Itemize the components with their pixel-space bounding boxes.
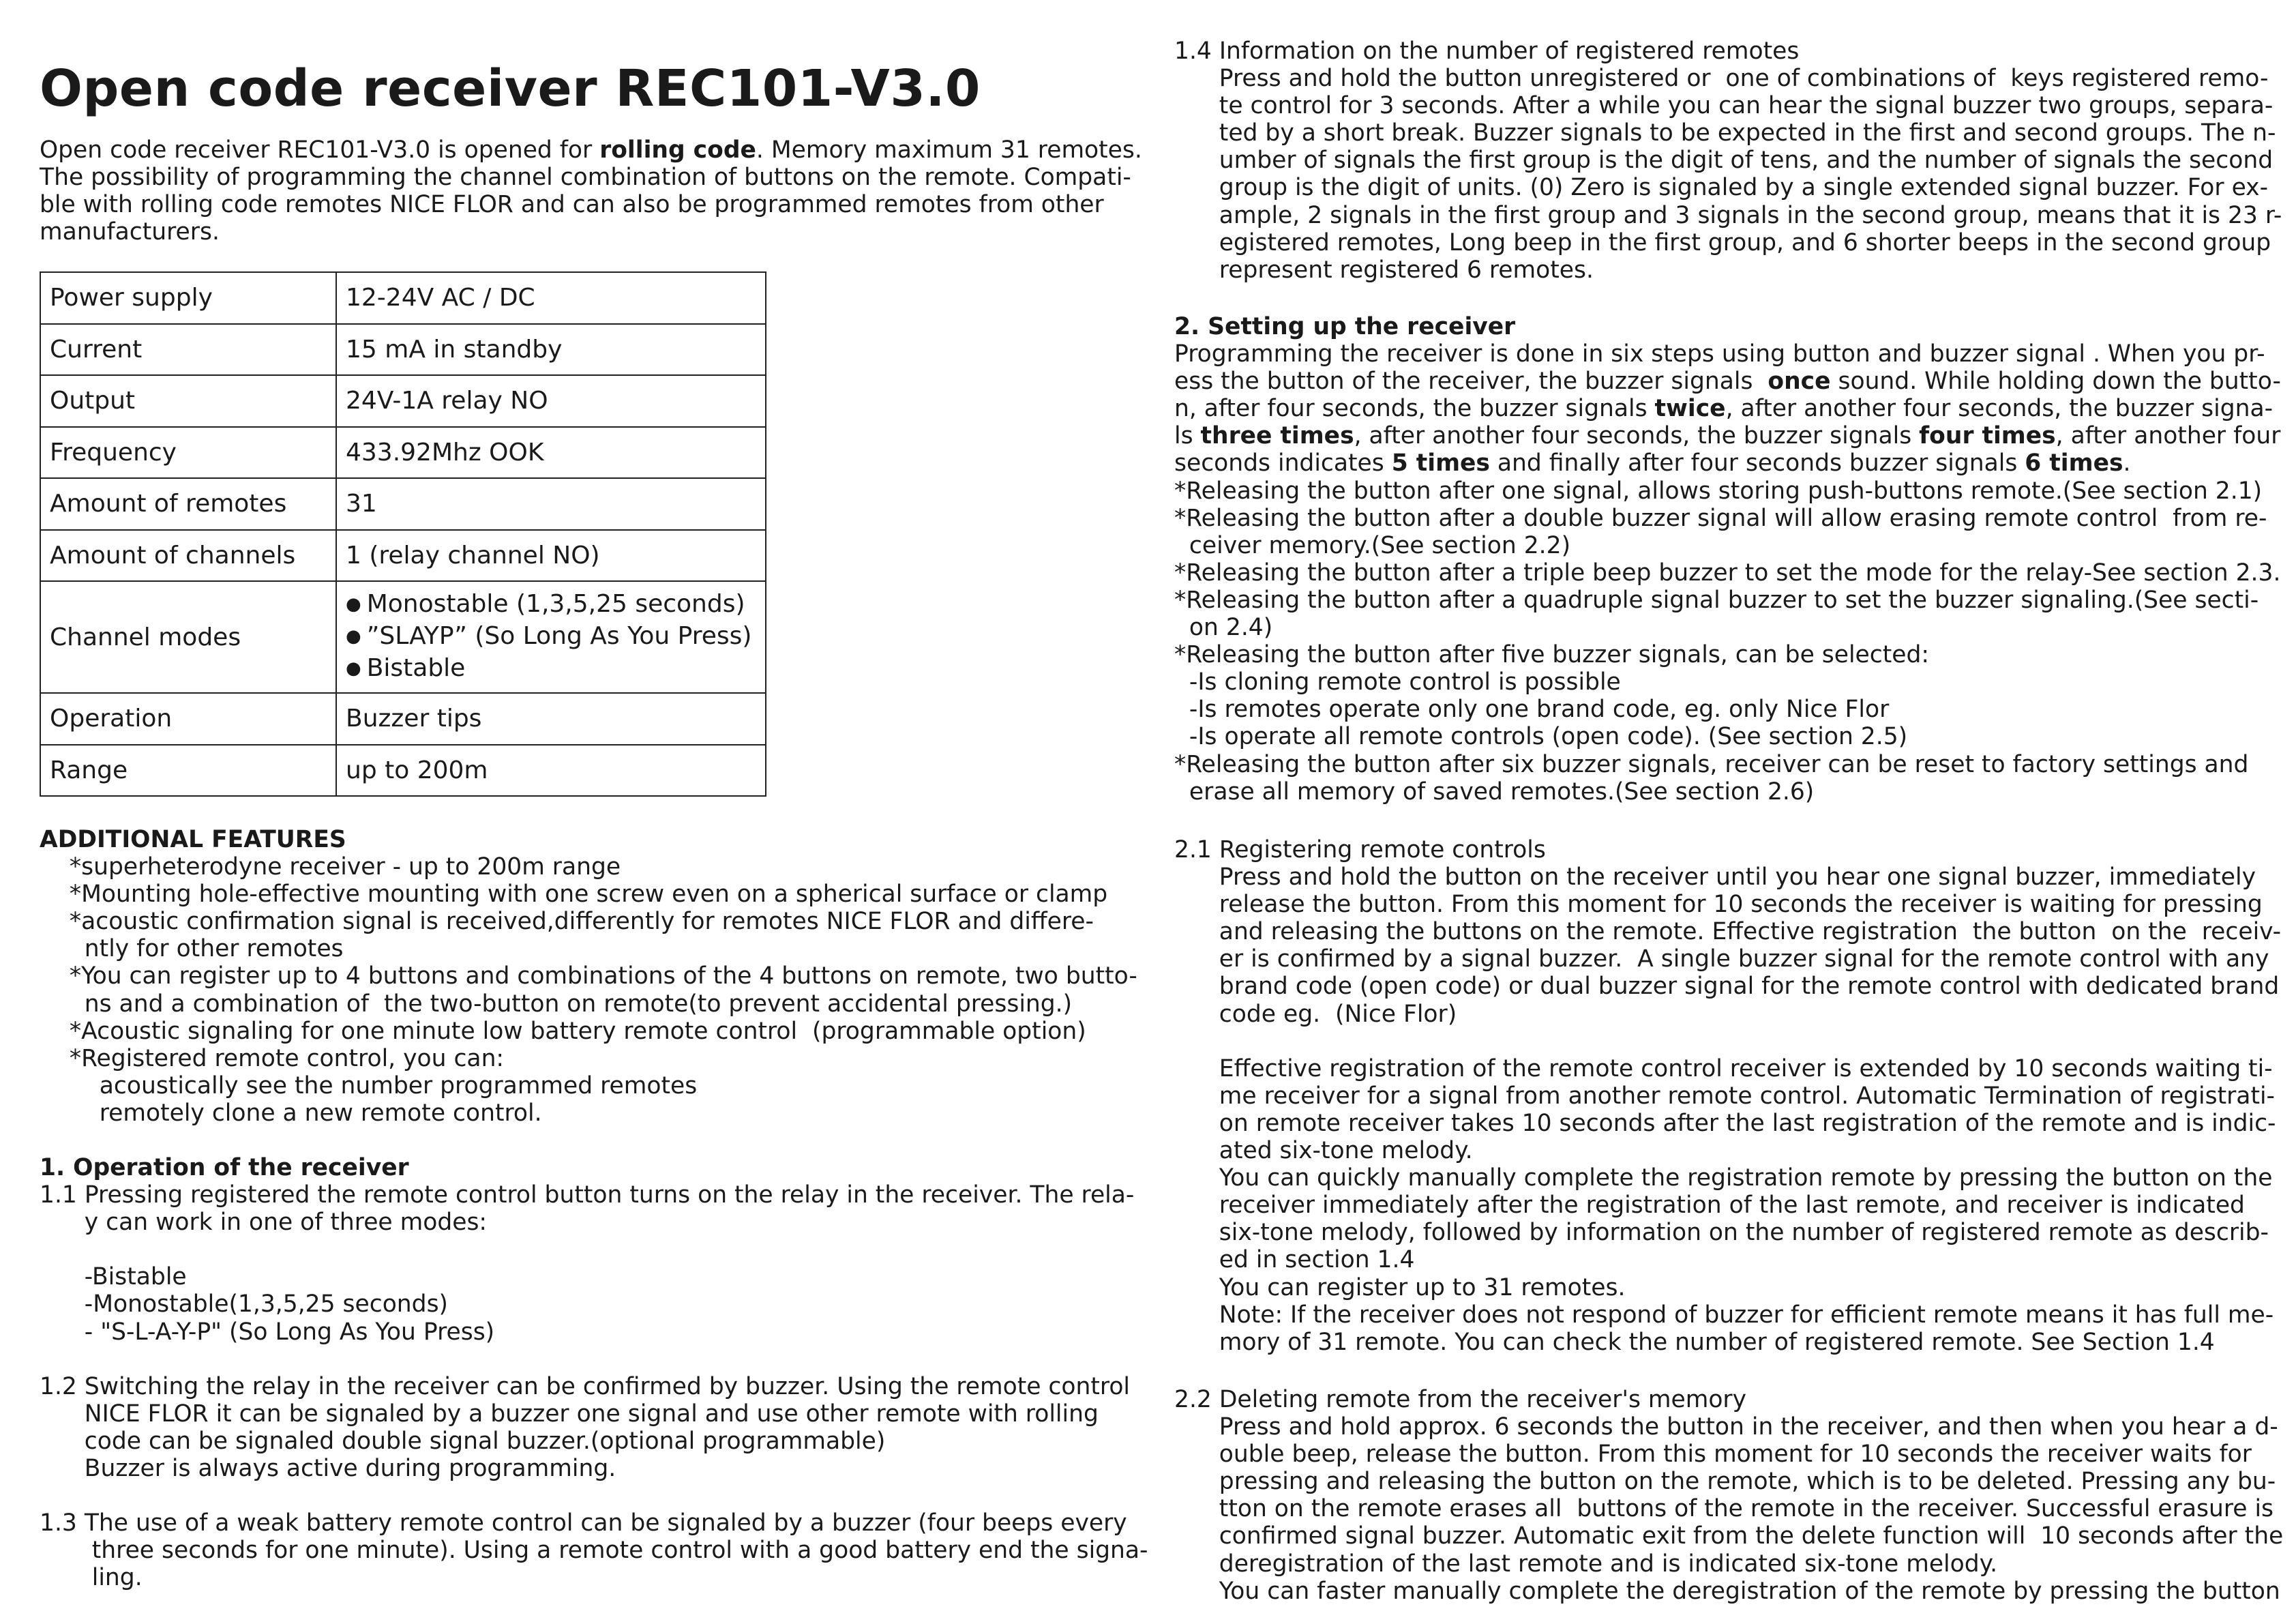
spec-value: 433.92Mhz OOK [336, 427, 766, 479]
text-line: code can be signaled double signal buzzer.(optional programmable) [40, 1427, 886, 1455]
section-2-line [1174, 395, 2281, 422]
text-line: ed in section 1.4 [1174, 1246, 1415, 1274]
spec-key: Amount of remotes [40, 478, 336, 530]
text-line: group is the digit of units. (0) Zero is signaled by a single extended signal buzzer. For ex- [1174, 174, 2269, 202]
bold-span: 5 times [1391, 449, 1490, 477]
intro-line: ble with rolling code remotes NICE FLOR and can also be programmed remotes from other [40, 191, 1104, 219]
intro-bold-text: rolling code [599, 136, 756, 164]
text-line: 1.1 Pressing registered the remote control button turns on the relay in the receiver. The rela- [40, 1181, 1135, 1209]
text-line: te control for 3 seconds. After a while you can hear the signal buzzer two groups, separa- [1174, 92, 2273, 120]
text-line: confirmed signal buzzer. Automatic exit from the delete function will 10 seconds after the [1174, 1522, 2284, 1550]
spec-value: 24V-1A relay NO [336, 375, 766, 427]
section-2-line: Programming the receiver is done in six steps using button and buzzer signal . When you pr- [1174, 340, 2265, 368]
additional-features-list [40, 853, 1137, 1127]
additional-features-heading: ADDITIONAL FEATURES [40, 826, 346, 853]
spec-key: Frequency [40, 427, 336, 479]
text-line: mory of 31 remote. You can check the number of registered remote. See Section 1.4 [1174, 1328, 2215, 1356]
text-line [40, 1236, 1148, 1263]
section-1-4 [1174, 38, 2282, 284]
text-line: Press and hold the button unregistered or one of combinations of keys registered remo- [1174, 65, 2269, 93]
text-line: Effective registration of the remote control receiver is extended by 10 seconds waiting ti- [1174, 1054, 2273, 1082]
spec-key: Operation [40, 693, 336, 745]
spec-row [40, 478, 766, 530]
specifications-table [40, 271, 766, 797]
intro-text: Open code receiver REC101-V3.0 is opened for [40, 136, 600, 164]
spec-row [40, 272, 766, 324]
text-line: *Releasing the button after five buzzer signals, can be selected: [1174, 641, 1930, 669]
section-2-1-body [1174, 863, 2281, 1356]
bold-span: twice [1654, 395, 1726, 423]
section-1-4-title: 1.4 Information on the number of registered remotes [1174, 38, 1800, 65]
section-2-line [1174, 368, 2281, 395]
spec-value: up to 200m [336, 745, 766, 797]
text-line: You can register up to 31 remotes. [1174, 1273, 1626, 1301]
section-1 [40, 1154, 1148, 1592]
spec-value: 12-24V AC / DC [336, 272, 766, 324]
text-line: -Monostable(1,3,5,25 seconds) [40, 1290, 448, 1318]
channel-mode-item: ● Monostable (1,3,5,25 seconds) [346, 589, 756, 621]
text-line: You can faster manually complete the deregistration of the remote by pressing the button [1174, 1577, 2280, 1605]
text-span: n, after four seconds, the buzzer signals [1174, 395, 1655, 423]
text-line: 1.2 Switching the relay in the receiver can be confirmed by buzzer. Using the remote control [40, 1372, 1131, 1400]
text-line: egistered remotes, Long beep in the first group, and 6 shorter beeps in the second group [1174, 228, 2271, 256]
section-2-1-title: 2.1 Registering remote controls [1174, 836, 1546, 863]
text-line: *acoustic confirmation signal is received,differently for remotes NICE FLOR and differe- [40, 908, 1094, 936]
text-line: ns and a combination of the two-button on remote(to prevent accidental pressing.) [40, 990, 1073, 1018]
section-2-2-body [1174, 1413, 2283, 1605]
text-line: *Registered remote control, you can: [40, 1044, 505, 1072]
section-1-4-body [1174, 65, 2282, 284]
text-line: *superheterodyne receiver - up to 200m range [40, 853, 621, 881]
text-line: er is confirmed by a signal buzzer. A single buzzer signal for the remote control with any [1174, 945, 2269, 973]
intro-line: manufacturers. [40, 218, 220, 246]
text-line: *Releasing the button after six buzzer signals, receiver can be reset to factory settings and [1174, 750, 2249, 778]
section-2-line [1174, 449, 2281, 477]
text-span: seconds indicates [1174, 449, 1392, 477]
section-2-heading: 2. Setting up the receiver [1174, 313, 1516, 340]
text-line: *Releasing the button after a quadruple signal buzzer to set the buzzer signaling.(See secti- [1174, 586, 2259, 614]
text-line: *Releasing the button after a double buzzer signal will allow erasing remote control from re- [1174, 504, 2267, 532]
text-line: deregistration of the last remote and is indicated six-tone melody. [1174, 1550, 1998, 1578]
spec-value: Buzzer tips [336, 693, 766, 745]
text-line [40, 1346, 1148, 1373]
document-title: Open code receiver REC101-V3.0 [40, 59, 981, 118]
text-line: on remote receiver takes 10 seconds after the last registration of the remote and is indic- [1174, 1109, 2276, 1137]
spec-row [40, 530, 766, 582]
text-line: *Acoustic signaling for one minute low battery remote control (programmable option) [40, 1017, 1086, 1045]
spec-key: Current [40, 324, 336, 376]
spec-value-list [336, 581, 766, 693]
spec-row [40, 375, 766, 427]
channel-mode-item: ● ”SLAYP” (So Long As You Press) [346, 621, 756, 653]
text-line: Buzzer is always active during programming. [40, 1455, 616, 1483]
text-span: sound. While holding down the butto- [1830, 368, 2281, 396]
spec-value: 15 mA in standby [336, 324, 766, 376]
text-line: me receiver for a signal from another remote control. Automatic Termination of registrati- [1174, 1082, 2276, 1110]
text-line: Note: If the receiver does not respond of buzzer for efficient remote means it has full me- [1174, 1301, 2274, 1329]
text-line: pressing and releasing the button on the remote, which is to be deleted. Pressing any bu- [1174, 1468, 2276, 1496]
text-line: and releasing the buttons on the remote. Effective registration the button on the receiv- [1174, 918, 2282, 946]
bold-span: 6 times [2025, 449, 2123, 477]
intro-line [40, 136, 1142, 164]
text-span: , after another four seconds, the buzzer signals [1354, 422, 1920, 450]
bold-span: four times [1919, 422, 2056, 450]
text-line: -Bistable [40, 1263, 187, 1291]
text-line: *Mounting hole-effective mounting with one screw even on a spherical surface or clamp [40, 881, 1108, 909]
section-2-1 [1174, 836, 2281, 1356]
text-line: ceiver memory.(See section 2.2) [1174, 531, 1571, 559]
section-2 [1174, 313, 2281, 806]
spec-row [40, 693, 766, 745]
text-line: ouble beep, release the button. From this moment for 10 seconds the receiver waits for [1174, 1441, 2252, 1468]
text-line: *Releasing the button after one signal, allows storing push-buttons remote.(See section 2.1) [1174, 477, 2263, 505]
spec-value: 31 [336, 478, 766, 530]
text-line: code eg. (Nice Flor) [1174, 1000, 1457, 1028]
text-line [40, 1482, 1148, 1509]
text-line: release the button. From this moment for 10 seconds the receiver is waiting for pressing [1174, 891, 2263, 919]
text-line: -Is remotes operate only one brand code, eg. only Nice Flor [1174, 696, 1890, 724]
bold-span: once [1768, 368, 1831, 396]
text-span: and finally after four seconds buzzer signals [1489, 449, 2025, 477]
text-line: tton on the remote erases all buttons of the remote in the receiver. Successful erasure is [1174, 1495, 2273, 1523]
intro-text: . Memory maximum 31 remotes. [756, 136, 1142, 164]
text-line: y can work in one of three modes: [40, 1209, 488, 1237]
text-line: Press and hold approx. 6 seconds the button in the receiver, and then when you hear a d- [1174, 1413, 2278, 1441]
spec-key: Output [40, 375, 336, 427]
text-line: 1.3 The use of a weak battery remote control can be signaled by a buzzer (four beeps every [40, 1509, 1127, 1537]
text-line: receiver immediately after the registration of the last remote, and receiver is indicated [1174, 1192, 2245, 1220]
section-2-2-title: 2.2 Deleting remote from the receiver's memory [1174, 1386, 1747, 1413]
text-line: You can quickly manually complete the registration remote by pressing the button on the [1174, 1164, 2273, 1192]
text-span: , after another four [2055, 422, 2281, 450]
section-2-2 [1174, 1386, 2283, 1605]
text-line: six-tone melody, followed by information on the number of registered remote as describ- [1174, 1219, 2269, 1247]
text-line: acoustically see the number programmed remotes [40, 1072, 698, 1099]
spec-value: 1 (relay channel NO) [336, 530, 766, 582]
text-line: on 2.4) [1174, 614, 1273, 642]
text-span: ess the button of the receiver, the buzzer signals [1174, 368, 1768, 396]
section-1-heading: 1. Operation of the receiver [40, 1154, 409, 1181]
text-line: - "S-L-A-Y-P" (So Long As You Press) [40, 1318, 495, 1346]
section-2-line [1174, 422, 2281, 449]
spec-row [40, 427, 766, 479]
text-span: . [2123, 449, 2131, 477]
text-line: *You can register up to 4 buttons and combinations of the 4 buttons on remote, two butto- [40, 962, 1137, 990]
text-line: represent registered 6 remotes. [1174, 256, 1594, 284]
spec-row [40, 745, 766, 797]
text-line [1174, 1028, 2281, 1055]
text-line: ling. [40, 1564, 143, 1592]
text-line: umber of signals the first group is the digit of tens, and the number of signals the second [1174, 147, 2273, 175]
section-2-body [1174, 477, 2281, 806]
text-line: -Is cloning remote control is possible [1174, 668, 1621, 696]
text-line: *Releasing the button after a triple beep buzzer to set the mode for the relay-See section 2.3. [1174, 559, 2281, 587]
text-line: NICE FLOR it can be signaled by a buzzer one signal and use other remote with rolling [40, 1400, 1099, 1428]
spec-key: Channel modes [40, 581, 336, 693]
section-1-body [40, 1181, 1148, 1591]
spec-row [40, 324, 766, 376]
spec-key: Amount of channels [40, 530, 336, 582]
text-line: Press and hold the button on the receiver until you hear one signal buzzer, immediately [1174, 863, 2256, 891]
bold-span: three times [1200, 422, 1354, 450]
intro-paragraph [40, 136, 1142, 246]
intro-line: The possibility of programming the channel combination of buttons on the remote. Compati- [40, 164, 1131, 192]
channel-mode-item: ● Bistable [346, 653, 756, 685]
text-line: erase all memory of saved remotes.(See section 2.6) [1174, 778, 1815, 806]
text-line: ntly for other remotes [40, 935, 344, 963]
text-line: remotely clone a new remote control. [40, 1099, 542, 1127]
text-span: ls [1174, 422, 1201, 450]
text-span: , after another four seconds, the buzzer signa- [1725, 395, 2273, 423]
text-line: brand code (open code) or dual buzzer signal for the remote control with dedicated brand [1174, 973, 2280, 1001]
additional-features [40, 826, 1137, 1127]
spec-row [40, 581, 766, 693]
text-line: -Is operate all remote controls (open code). (See section 2.5) [1174, 723, 1908, 751]
text-line: three seconds for one minute). Using a remote control with a good battery end the signa- [40, 1537, 1148, 1565]
spec-key: Power supply [40, 272, 336, 324]
spec-key: Range [40, 745, 336, 797]
text-line: ample, 2 signals in the first group and 3 signals in the second group, means that it is 23 r- [1174, 201, 2282, 229]
text-line: ted by a short break. Buzzer signals to be expected in the first and second groups. The n- [1174, 119, 2276, 147]
text-line: ated six-tone melody. [1174, 1137, 1473, 1165]
